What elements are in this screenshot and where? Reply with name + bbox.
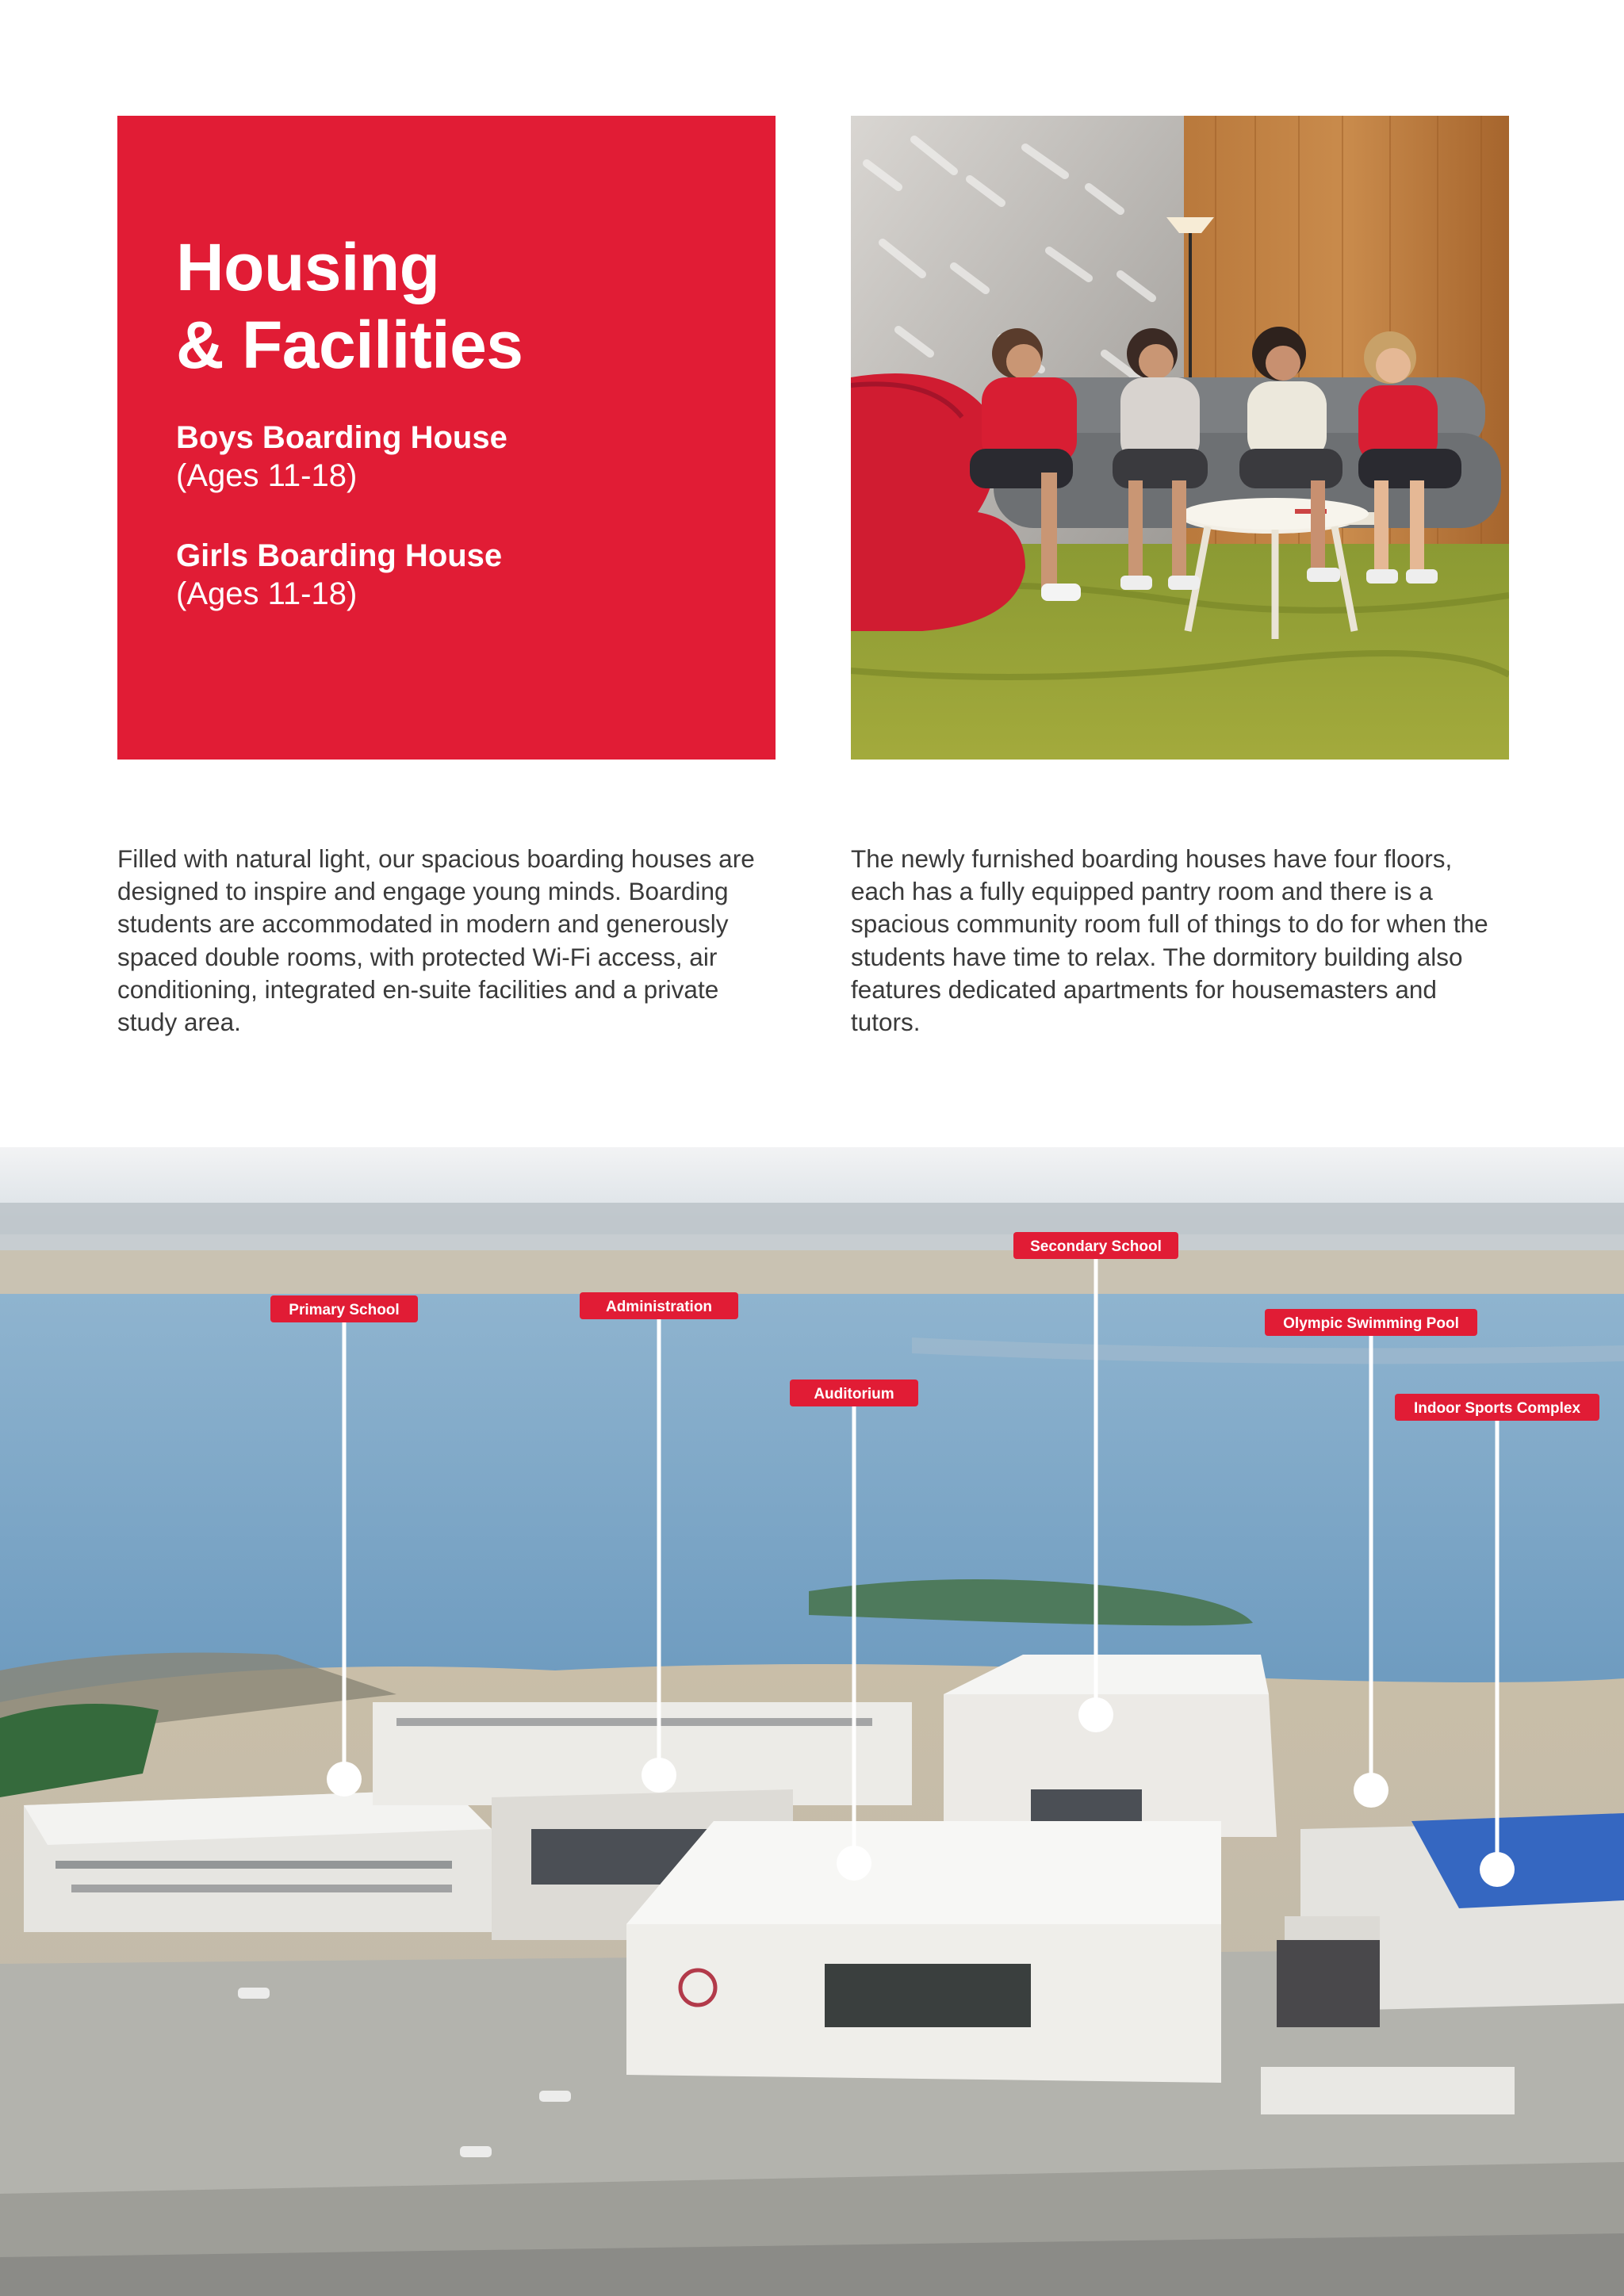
boys-house-ages: (Ages 11-18) bbox=[176, 458, 358, 493]
primary-label-text: Primary School bbox=[289, 1302, 400, 1318]
girls-house-name: Girls Boarding House bbox=[176, 538, 503, 573]
auditorium-location-dot[interactable] bbox=[837, 1846, 871, 1881]
administration-location-dot[interactable] bbox=[642, 1758, 676, 1793]
sports-location-dot[interactable] bbox=[1480, 1852, 1515, 1887]
boys-boarding-house bbox=[176, 419, 508, 495]
boys-house-name: Boys Boarding House bbox=[176, 420, 508, 455]
secondary-school-building bbox=[944, 1655, 1277, 1837]
title-panel bbox=[117, 116, 776, 760]
students-lounge-photo bbox=[851, 116, 1509, 760]
pool-location-dot[interactable] bbox=[1354, 1773, 1388, 1808]
students-lounge-illustration bbox=[851, 116, 1509, 760]
page-title bbox=[176, 228, 523, 384]
girls-boarding-house bbox=[176, 537, 502, 613]
pool-label-text: Olympic Swimming Pool bbox=[1283, 1315, 1459, 1332]
girls-house-ages: (Ages 11-18) bbox=[176, 576, 358, 611]
sports-label-text: Indoor Sports Complex bbox=[1413, 1400, 1581, 1417]
boarding-description-right: The newly furnished boarding houses have four floors, each has a fully equipped pantry room and there is a spacious community room full of things to do for when the students have time to relax. The dormitory building also features dedicated apartments for housemasters and tutors. bbox=[851, 844, 1488, 1037]
campus-aerial-map bbox=[0, 1147, 1624, 2296]
page-title-line-2: & Facilities bbox=[176, 308, 523, 382]
auditorium-building bbox=[626, 1821, 1221, 2083]
boarding-description-left: Filled with natural light, our spacious boarding houses are designed to inspire and engage young minds. Boarding students are accommodated in modern and generously spaced double rooms, with protected Wi-Fi access, air conditioning, integrated en-suite facilities and a private study area. bbox=[117, 844, 755, 1037]
secondary-label-text: Secondary School bbox=[1030, 1238, 1162, 1255]
campus-aerial-illustration bbox=[0, 1147, 1624, 2296]
secondary-location-dot[interactable] bbox=[1078, 1697, 1113, 1732]
auditorium-label-text: Auditorium bbox=[814, 1386, 894, 1402]
page-title-line-1: Housing bbox=[176, 230, 440, 304]
primary-location-dot[interactable] bbox=[327, 1762, 362, 1797]
administration-label-text: Administration bbox=[605, 1299, 713, 1315]
